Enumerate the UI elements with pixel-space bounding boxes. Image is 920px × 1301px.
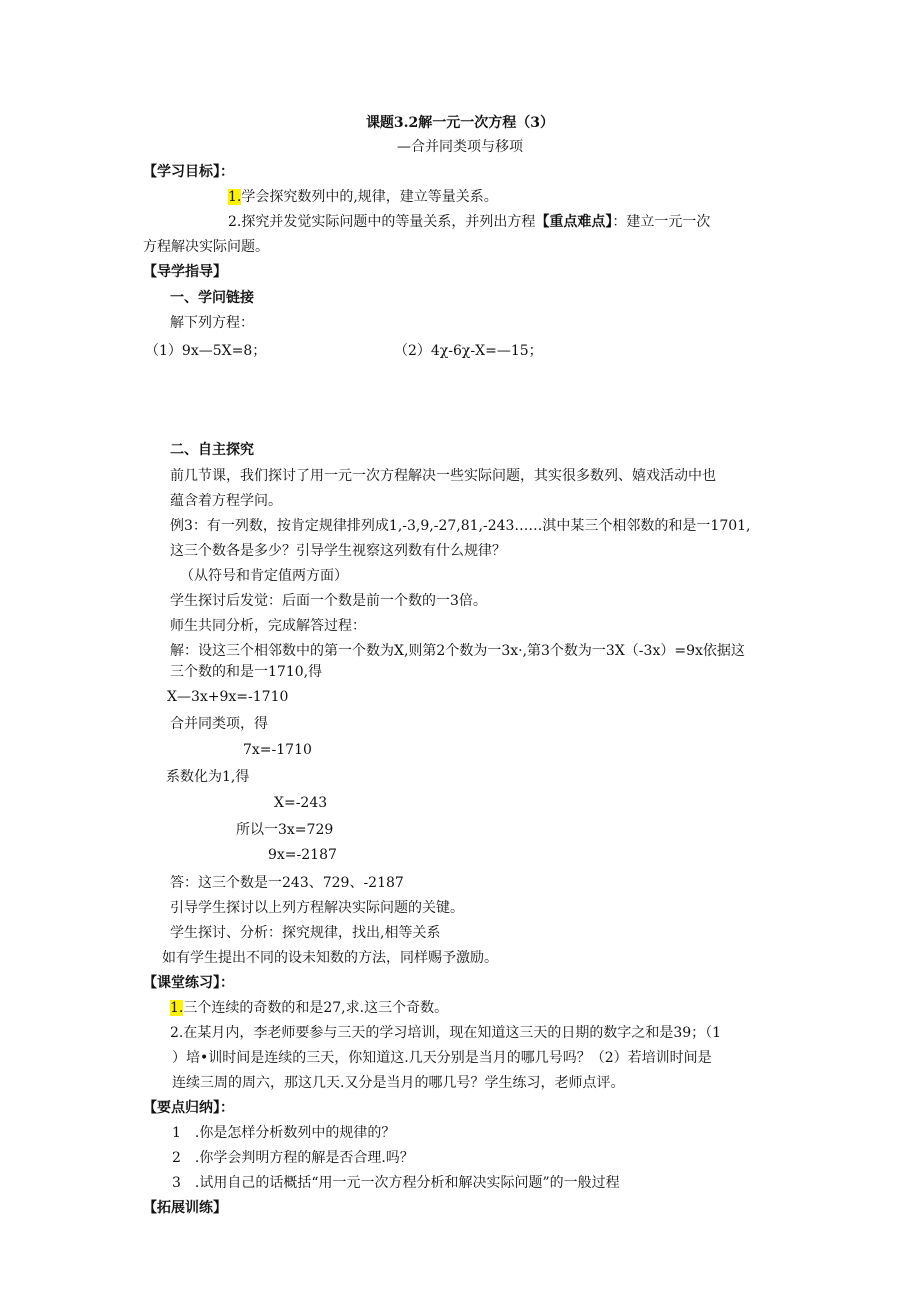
example-3-cont: 这三个数各是多少？引导学生视察这列数有什么规律？	[170, 543, 506, 559]
combine-like-terms: 合并同类项，得	[170, 716, 268, 732]
goal-item-1-text: 学会探究数列中的,规律，建立等量关系。	[241, 189, 498, 205]
page-subtitle: —合并同类项与移项	[397, 139, 523, 155]
summary-item-2: 2 .你学会判明方程的解是否合理.吗？	[172, 1150, 414, 1166]
answer-line: 答：这三个数是一243、729、-2187	[170, 875, 404, 891]
practice-q1-number: 1.	[170, 1000, 184, 1016]
practice-q2: 2.在某月内，李老师要参与三天的学习培训，现在知道这三天的日期的数字之和是39；（1	[170, 1025, 722, 1041]
equation-step-c: X=-243	[274, 795, 328, 811]
equation-step-d: 所以一3x=729	[236, 822, 334, 838]
example-3: 例3：有一列数，按肯定规律排列成1,-3,9,-27,81,-243……淇中某三个相邻数的和是一1701,	[170, 518, 751, 534]
goal-item-2	[228, 212, 710, 232]
example-hint: （从符号和肯定值两方面）	[180, 568, 348, 584]
extend-heading: 【拓展训练】	[143, 1200, 227, 1216]
equation-step-e: 9x=-2187	[268, 847, 337, 863]
joint-analysis: 师生共同分析，完成解答过程：	[170, 618, 366, 634]
coefficient-step: 系数化为1,得	[166, 769, 250, 785]
explore-para: 前几节课，我们探讨了用一元一次方程解决一些实际问题，其实很多数列、嬉戏活动中也	[170, 468, 716, 484]
guide-key-line: 引导学生探讨以上列方程解决实际问题的关键。	[170, 900, 464, 916]
equation-step-b: 7x=-1710	[243, 742, 312, 758]
summary-heading: 【要点归纳】：	[143, 1100, 234, 1116]
key-difficulty-text-cont: 方程解决实际问题。	[143, 239, 269, 255]
goal-item-2-text: 2.探究并发觉实际问题中的等量关系，并列出方程	[228, 214, 536, 230]
key-difficulty-label: 【重点难点】	[535, 214, 613, 230]
key-difficulty-text: ：建立一元一次	[612, 214, 711, 230]
practice-q1-text: 三个连续的奇数的和是27,求.这三个奇数。	[183, 1000, 449, 1016]
goal-item-1-number: 1.	[228, 189, 242, 205]
explore-para-cont: 蕴含着方程学问。	[170, 493, 282, 509]
student-finding: 学生探讨后发觉：后面一个数是前一个数的一3倍。	[170, 593, 487, 609]
practice-q1	[170, 998, 448, 1018]
equation-2: （2）4χ-6χ-X=—15；	[394, 343, 543, 359]
solution-line: 解：设这三个相邻数中的第一个数为X,则第2个数为一3x·,第3个数为一3X（-3x）=9x依据这	[170, 643, 745, 659]
solve-intro: 解下列方程：	[170, 315, 254, 331]
practice-q2-cont: ）培•训时间是连续的三天，你知道这.几天分别是当月的哪几号吗？（2）若培训时间是	[172, 1050, 712, 1066]
summary-item-1: 1 .你是怎样分析数列中的规律的？	[172, 1125, 396, 1141]
guide-heading: 【导学指导】	[143, 264, 227, 280]
equation-1: （1）9x—5X=8；	[145, 343, 267, 359]
section-knowledge-link: 一、学问链接	[170, 290, 254, 306]
section-self-explore: 二、自主探究	[170, 442, 254, 458]
page-title: 课题3.2解一元一次方程（3）	[365, 115, 555, 131]
goal-item-1	[228, 187, 498, 207]
student-discussion: 学生探讨、分析：探究规律，找出,相等关系	[170, 925, 441, 941]
summary-item-3: 3 .试用自己的话概括“用一元一次方程分析和解决实际问题”的一般过程	[172, 1175, 620, 1191]
encourage-line: 如有学生提出不同的设未知数的方法，同样赐予激励。	[162, 950, 498, 966]
practice-heading: 【课堂练习】：	[143, 975, 234, 991]
goals-heading: 【学习目标】：	[143, 164, 234, 180]
equation-step-a: X—3x+9x=-1710	[167, 689, 289, 705]
solution-line-cont: 三个数的和是一1710,得	[170, 664, 323, 680]
practice-q2-cont-2: 连续三周的周六，那这几天.又分是当月的哪几号？学生练习，老师点评。	[172, 1075, 625, 1091]
